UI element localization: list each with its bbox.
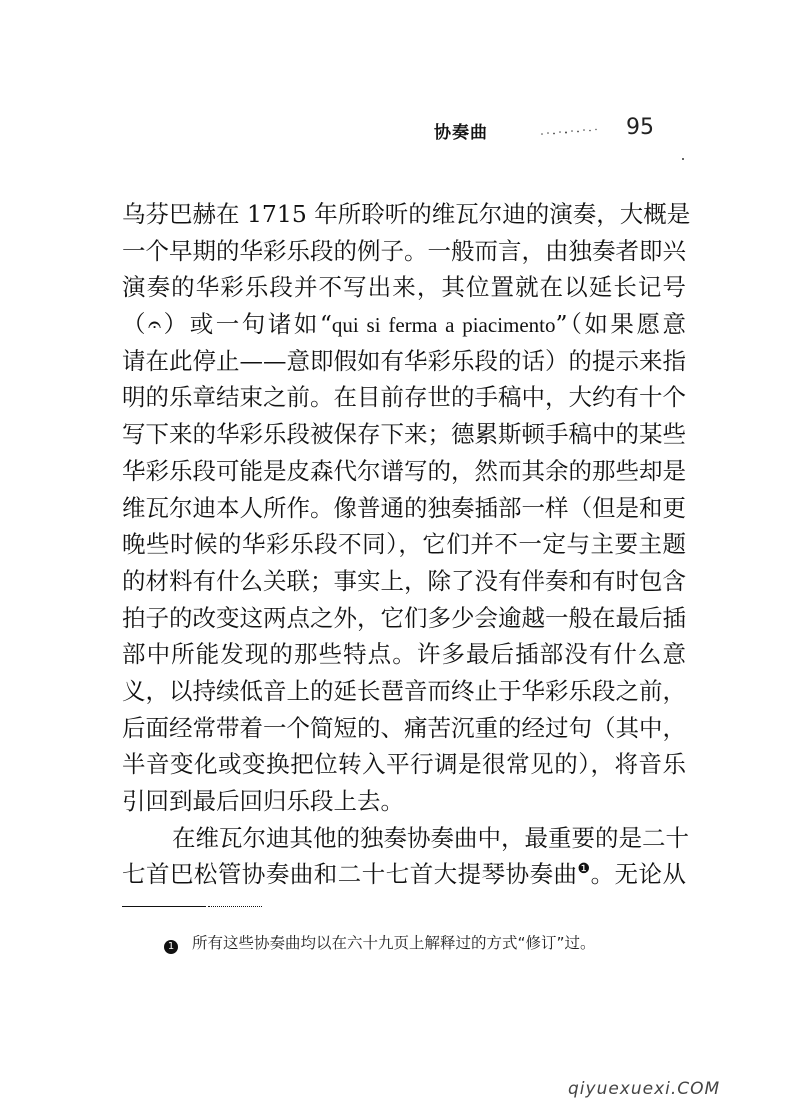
text-line: 华彩乐段可能是皮森代尔谱写的，然而其余的那些却是 xyxy=(122,456,686,485)
text-line: 半音变化或变换把位转入平行调是很常见的），将音乐 xyxy=(122,750,686,779)
text-line: 演奏的华彩乐段并不写出来，其位置就在以延长记号 xyxy=(122,273,686,302)
text-line: 维瓦尔迪本人所作。像普通的独奏插部一样（但是和更 xyxy=(122,493,686,522)
text-line: 义，以持续低音上的延长琶音而终止于华彩乐段之前， xyxy=(122,676,686,705)
text-segment: ”（如果愿意 xyxy=(555,310,686,339)
text-line: 请在此停止——意即假如有华彩乐段的话）的提示来指 xyxy=(122,346,686,375)
footnote-ref[interactable]: ❶ xyxy=(577,861,591,878)
page-number: 95 xyxy=(626,115,654,140)
text-line: 的材料有什么关联；事实上，除了没有伴奏和有时包含 xyxy=(122,566,686,595)
text-line: 在维瓦尔迪其他的独奏协奏曲中，最重要的是二十 xyxy=(172,823,689,852)
footnote-rule xyxy=(122,906,262,908)
footnote-marker: 1 xyxy=(164,940,178,954)
scan-mark xyxy=(682,158,684,160)
text-line: 乌芬巴赫在 1715 年所聆听的维瓦尔迪的演奏，大概是 xyxy=(122,200,691,228)
running-head: 协奏曲 xyxy=(434,123,488,143)
text-line: 晚些时候的华彩乐段不同），它们并不一定与主要主题 xyxy=(122,530,686,559)
footnote-text: 所有这些协奏曲均以在六十九页上解释过的方式“修订”过。 xyxy=(192,934,596,952)
text-segment: （𝄐）或一句诸如“ xyxy=(122,310,332,339)
text-line: 明的乐章结束之前。在目前存世的手稿中，大约有十个 xyxy=(122,383,686,412)
body-text xyxy=(122,196,691,893)
text-line xyxy=(122,306,686,343)
latin-phrase: qui si ferma a piacimento xyxy=(331,313,556,338)
text-line: 拍子的改变这两点之外，它们多少会逾越一般在最后插 xyxy=(122,603,686,632)
page-header xyxy=(0,114,794,144)
footnote xyxy=(164,931,596,954)
text-segment: 七首巴松管协奏曲和二十七首大提琴协奏曲 xyxy=(122,860,578,889)
text-line xyxy=(122,856,686,893)
text-line: 引回到最后回归乐段上去。 xyxy=(122,787,404,815)
watermark: qiyuexuexi.COM xyxy=(568,1079,721,1099)
text-line: 后面经常带着一个简短的、痛苦沉重的经过句（其中， xyxy=(122,713,686,742)
text-line: 部中所能发现的那些特点。许多最后插部没有什么意 xyxy=(122,640,686,669)
text-line: 写下来的华彩乐段被保存下来；德累斯顿手稿中的某些 xyxy=(122,420,686,449)
text-segment: 。无论从 xyxy=(590,860,687,889)
text-line: 一个早期的华彩乐段的例子。一般而言，由独奏者即兴 xyxy=(122,236,686,265)
header-ornament xyxy=(538,128,602,136)
